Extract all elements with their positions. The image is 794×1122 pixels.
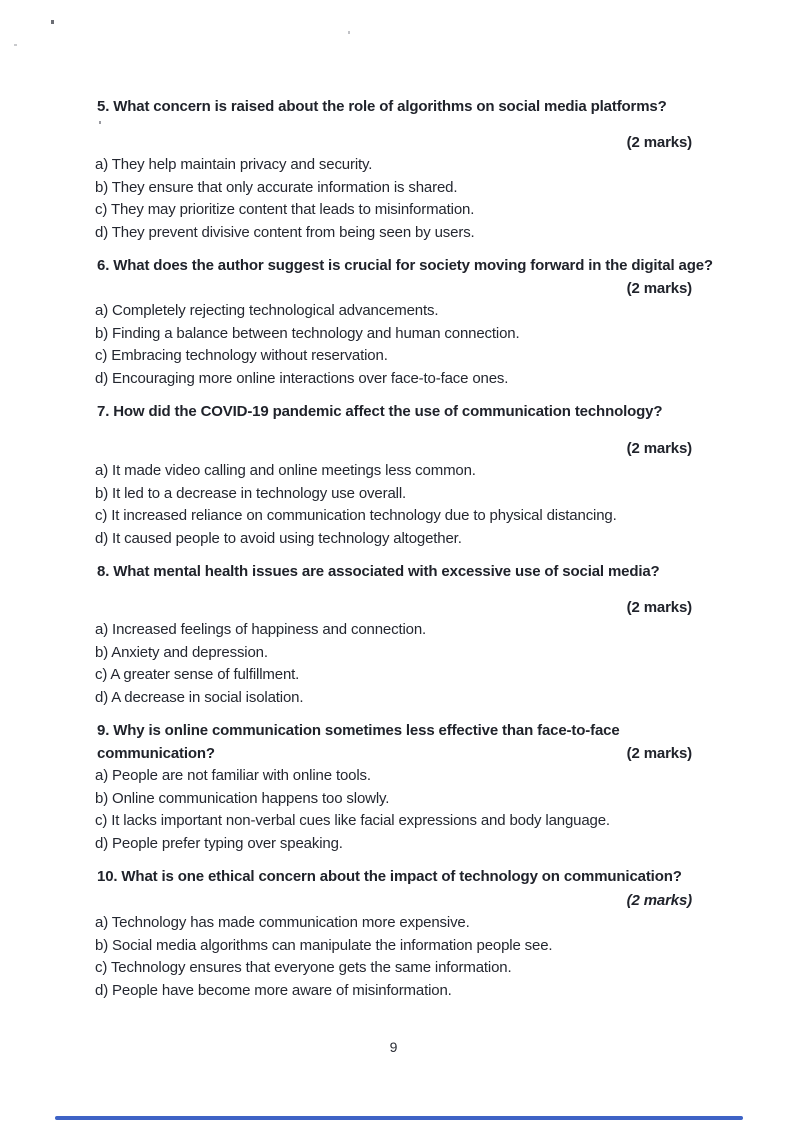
answer-option: b) It led to a decrease in technology use overall. xyxy=(95,484,407,502)
marks-label: (2 marks) xyxy=(626,133,692,151)
answer-option: d) Encouraging more online interactions over face-to-face ones. xyxy=(95,369,509,387)
answer-option: a) Completely rejecting technological advancements. xyxy=(95,302,439,319)
question-block xyxy=(95,401,692,550)
marks-label: (2 marks) xyxy=(626,439,692,457)
scan-speck xyxy=(348,31,350,34)
question-text: 7. How did the COVID-19 pandemic affect the use of communication technology? xyxy=(97,403,663,420)
answer-option: d) They prevent divisive content from being seen by users. xyxy=(95,223,475,241)
answer-option: d) A decrease in social isolation. xyxy=(95,688,304,706)
question-text-continued: communication? xyxy=(97,744,215,762)
answer-option: a) They help maintain privacy and security. xyxy=(95,156,373,173)
answer-option: a) Increased feelings of happiness and connection. xyxy=(95,621,427,638)
answer-options xyxy=(95,300,692,390)
question-block xyxy=(95,96,692,244)
answer-options xyxy=(95,154,692,244)
answer-options xyxy=(95,765,692,855)
answer-option: d) People prefer typing over speaking. xyxy=(95,834,343,852)
footer-accent-line xyxy=(55,1116,743,1120)
answer-option: b) Online communication happens too slowly. xyxy=(95,789,390,807)
marks-label: (2 marks) xyxy=(626,279,692,297)
answer-option: c) A greater sense of fulfillment. xyxy=(95,666,300,683)
question-text: 8. What mental health issues are associated with excessive use of social media? xyxy=(97,563,660,580)
question-text: 6. What does the author suggest is crucial for society moving forward in the digital age? xyxy=(97,257,713,274)
question-block xyxy=(95,720,692,855)
answer-option: c) It lacks important non-verbal cues like facial expressions and body language. xyxy=(95,812,610,829)
page-number: 9 xyxy=(389,1039,398,1055)
question-text: 9. Why is online communication sometimes less effective than face-to-face xyxy=(97,722,620,739)
answer-option: c) Technology ensures that everyone gets the same information. xyxy=(95,959,512,976)
answer-options xyxy=(95,912,692,1002)
answer-option: b) Social media algorithms can manipulate the information people see. xyxy=(95,936,553,954)
answer-option: d) People have become more aware of misinformation. xyxy=(95,981,452,999)
question-block xyxy=(95,866,692,1002)
scan-speck xyxy=(51,20,54,24)
question-block xyxy=(95,255,713,390)
answer-option: d) It caused people to avoid using technology altogether. xyxy=(95,529,462,547)
question-block xyxy=(95,561,692,709)
answer-options xyxy=(95,619,692,709)
answer-option: b) Anxiety and depression. xyxy=(95,643,268,661)
questions-section xyxy=(95,96,713,1013)
answer-option: a) Technology has made communication more expensive. xyxy=(95,914,470,931)
answer-option: c) Embracing technology without reservation. xyxy=(95,347,388,364)
answer-option: a) It made video calling and online meetings less common. xyxy=(95,462,476,479)
answer-option: a) People are not familiar with online tools. xyxy=(95,767,371,784)
marks-label: (2 marks) xyxy=(626,744,692,762)
answer-option: c) They may prioritize content that leads to misinformation. xyxy=(95,201,475,218)
answer-options xyxy=(95,460,692,550)
marks-label: (2 marks) xyxy=(626,598,692,616)
question-text-line2-row xyxy=(95,743,692,766)
scan-speck xyxy=(14,44,17,46)
question-text: 10. What is one ethical concern about the impact of technology on communication? xyxy=(97,868,682,885)
answer-option: b) They ensure that only accurate information is shared. xyxy=(95,178,458,196)
answer-option: b) Finding a balance between technology and human connection. xyxy=(95,324,520,342)
marks-label: (2 marks) xyxy=(626,891,692,909)
question-text: 5. What concern is raised about the role of algorithms on social media platforms? xyxy=(97,98,667,115)
answer-option: c) It increased reliance on communication technology due to physical distancing. xyxy=(95,507,617,524)
